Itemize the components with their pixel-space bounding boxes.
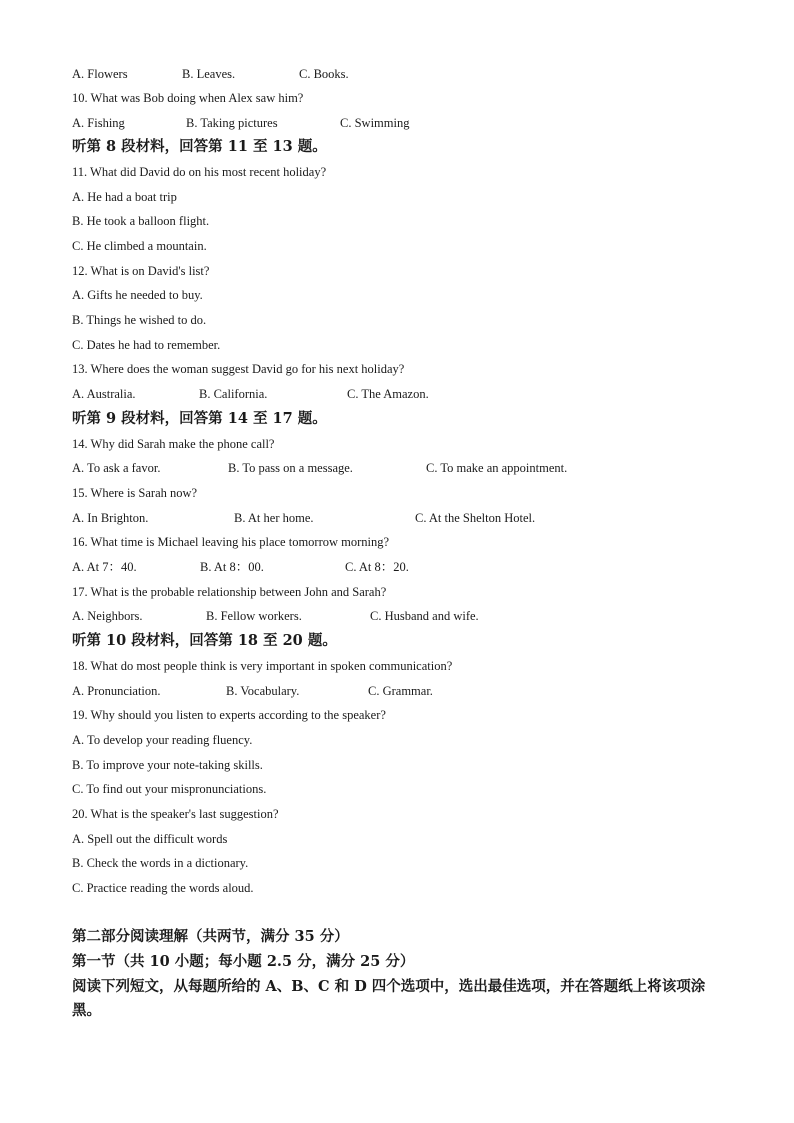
part2-instruction: 阅读下列短文，从每题所给的 A、B、C 和 D 四个选项中，选出最佳选项，并在答题纸上将该项涂黑。 [72,978,706,1019]
q18-option-c: C. Grammar. [368,684,433,698]
q15-option-a: A. In Brighton. [72,511,149,525]
q20-option-b: B. Check the words in a dictionary. [72,856,249,870]
q17-question: 17. What is the probable relationship between John and Sarah? [72,585,387,599]
q13-options [72,386,429,402]
q13-question: 13. Where does the woman suggest David go for his next holiday? [72,362,405,376]
q18-option-a: A. Pronunciation. [72,684,161,698]
q20-question: 20. What is the speaker's last suggestion? [72,807,279,821]
q19-question: 19. Why should you listen to experts according to the speaker? [72,708,386,722]
q16-option-b: B. At 8：00. [200,560,264,574]
q9-option-c: C. Books. [299,67,349,81]
q9-options [72,66,349,82]
q14-option-c: C. To make an appointment. [426,461,568,475]
q9-option-a: A. Flowers [72,67,128,81]
q18-options [72,683,433,699]
q15-question: 15. Where is Sarah now? [72,486,198,500]
part2-subtitle: 第一节（共 10 小题；每小题 2.5 分，满分 25 分） [72,953,415,970]
q20-option-c: C. Practice reading the words aloud. [72,881,254,895]
q14-question: 14. Why did Sarah make the phone call? [72,437,275,451]
q17-option-c: C. Husband and wife. [370,609,479,623]
q12-question: 12. What is on David's list? [72,264,210,278]
q18-option-b: B. Vocabulary. [226,684,300,698]
section-8-heading: 听第 8 段材料，回答第 11 至 13 题。 [72,138,327,155]
q19-option-a: A. To develop your reading fluency. [72,733,253,747]
q10-question: 10. What was Bob doing when Alex saw him? [72,91,304,105]
q15-options [72,510,535,526]
q10-option-b: B. Taking pictures [186,116,278,130]
q11-option-c: C. He climbed a mountain. [72,239,207,253]
q11-option-b: B. He took a balloon flight. [72,214,210,228]
q18-question: 18. What do most people think is very important in spoken communication? [72,659,453,673]
section-10-heading: 听第 10 段材料，回答第 18 至 20 题。 [72,632,337,649]
q19-option-c: C. To find out your mispronunciations. [72,782,267,796]
q20-option-a: A. Spell out the difficult words [72,832,228,846]
q15-option-b: B. At her home. [234,511,314,525]
q10-option-a: A. Fishing [72,116,125,130]
q13-option-b: B. California. [199,387,268,401]
q16-option-a: A. At 7：40. [72,560,137,574]
q10-options [72,115,409,131]
q16-option-c: C. At 8：20. [345,560,409,574]
q10-option-c: C. Swimming [340,116,410,130]
q11-question: 11. What did David do on his most recent holiday? [72,165,327,179]
q13-option-c: C. The Amazon. [347,387,429,401]
q13-option-a: A. Australia. [72,387,136,401]
q12-option-a: A. Gifts he needed to buy. [72,288,203,302]
q12-option-b: B. Things he wished to do. [72,313,207,327]
q16-options [72,559,409,575]
q14-option-b: B. To pass on a message. [228,461,353,475]
q16-question: 16. What time is Michael leaving his place tomorrow morning? [72,535,390,549]
part2-title: 第二部分阅读理解（共两节，满分 35 分） [72,928,349,945]
q9-option-b: B. Leaves. [182,67,236,81]
q17-options [72,608,479,624]
q19-option-b: B. To improve your note-taking skills. [72,758,263,772]
section-9-heading: 听第 9 段材料，回答第 14 至 17 题。 [72,410,327,427]
q15-option-c: C. At the Shelton Hotel. [415,511,536,525]
q17-option-b: B. Fellow workers. [206,609,302,623]
q11-option-a: A. He had a boat trip [72,190,177,204]
q12-option-c: C. Dates he had to remember. [72,338,221,352]
q17-option-a: A. Neighbors. [72,609,143,623]
q14-options [72,460,567,476]
q14-option-a: A. To ask a favor. [72,461,161,475]
